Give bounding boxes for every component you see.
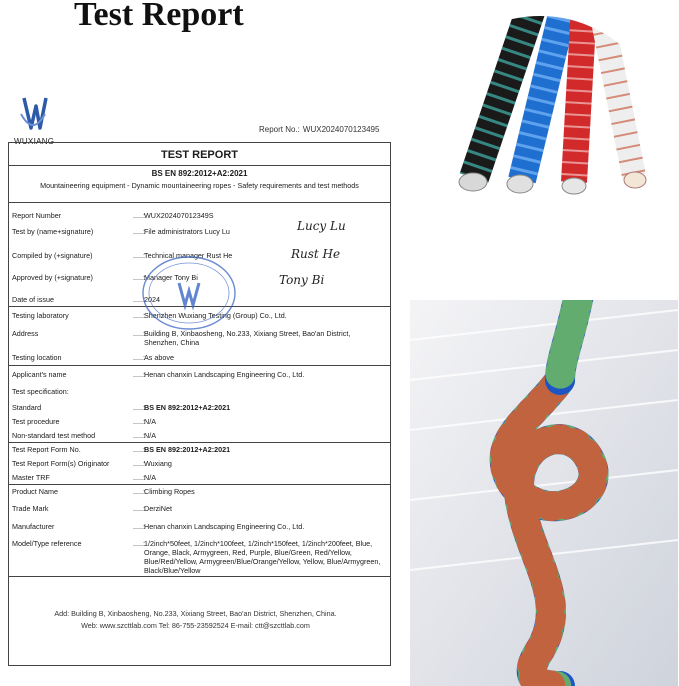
report-number-value: WUX2024070123495 [302,125,380,134]
row-value: DerziNet [144,504,172,513]
report-standard: BS EN 892:2012+A2:2021 [151,169,248,178]
row-label: Testing laboratory [12,311,69,320]
wuxiang-logo-icon [18,92,48,136]
row-dots: .....: [133,459,145,468]
row-dots: .....: [133,370,145,379]
divider [9,484,390,485]
row-value: WUX202407012349S [144,211,214,220]
footer-contact: Web: www.szcttlab.com Tel: 86-755-23592524 E-mail: ctt@szcttlab.com [81,621,310,630]
footer-address: Add: Building B, Xinbaosheng, No.233, Xixiang Street, Bao'an District, Shenzhen, China. [54,609,337,618]
row-value: As above [144,353,174,362]
row-label: Non-standard test method [12,431,96,440]
row-value: BS EN 892:2012+A2:2021 [144,445,231,454]
row-dots: .....: [133,311,145,320]
row-value: BS EN 892:2012+A2:2021 [144,403,231,412]
report-number-line [256,125,379,134]
row-label: Applicant's name [12,370,67,379]
rope-ends-photo [414,16,666,268]
divider [9,576,390,577]
row-dots: .....: [133,251,145,260]
row-value: 1/2inch*50feet, 1/2inch*100feet, 1/2inch*150feet, 1/2inch*200feet, Blue, Orange, Black, Armygreen, Red, Purple, Blue/Green, Red/Yellow, Blue/Red/Yellow, Armygreen/Blue/Orange/Yellow, Yellow, Blue/Armygreen, Black/Blue/Yellow [144,539,381,575]
row-dots: .....: [133,403,145,412]
row-label: Testing location [12,353,62,362]
row-label: Test Report Form(s) Originator [12,459,110,468]
row-dots: .....: [133,273,145,282]
divider [9,202,390,203]
row-dots: .....: [133,353,145,362]
report-footer [4,608,387,632]
row-value: File administrators Lucy Lu [144,227,230,236]
row-value: N/A [144,473,156,482]
divider [9,442,390,443]
row-dots: .....: [133,473,145,482]
signature-compiled-by: Rust He [291,247,341,261]
signature-approved-by: Tony Bi [279,273,325,287]
test-report-document [4,86,404,686]
row-value: Henan chanxin Landscaping Engineering Co., Ltd. [144,522,305,531]
row-value: Technical manager Rust He [144,251,233,260]
report-table [8,142,391,666]
row-label: Approved by (+signature) [12,273,93,282]
row-label: Manufacturer [12,522,55,531]
row-label: Test Report Form No. [12,445,81,454]
approval-stamp-icon [141,253,237,333]
row-label: Trade Mark [12,504,49,513]
row-value: Shenzhen Wuxiang Testing (Group) Co., Ltd. [144,311,287,320]
row-value: Climbing Ropes [144,487,195,496]
divider [9,365,390,366]
row-dots: .....: [133,417,145,426]
row-dots: .....: [133,487,145,496]
report-title: TEST REPORT [160,149,238,161]
row-label: Date of issue [12,295,54,304]
signature-test-by: Lucy Lu [297,219,346,233]
row-dots: .....: [133,445,145,454]
divider [9,165,390,166]
row-label: Test by (name+signature) [12,227,94,236]
row-value: Henan chanxin Landscaping Engineering Co., Ltd. [144,370,305,379]
row-dots: .....: [133,329,145,338]
row-label: Product Name [12,487,58,496]
row-dots: .....: [133,522,145,531]
report-number-label: Report No.: [259,125,300,134]
row-label: Compiled by (+signature) [12,251,93,260]
row-label: Master TRF [12,473,50,482]
figure-eight-knot-photo [410,300,678,686]
row-dots: .....: [133,504,145,513]
row-value: N/A [144,417,156,426]
report-subtitle: Mountaineering equipment - Dynamic mountaineering ropes - Safety requirements and test methods [40,181,359,190]
row-dots: .....: [133,539,145,548]
row-label: Report Number [12,211,62,220]
row-label: Test specification: [12,387,69,396]
row-label: Model/Type reference [12,539,82,548]
row-label: Standard [12,403,42,412]
row-label: Address [12,329,39,338]
row-dots: .....: [133,227,145,236]
row-dots: .....: [133,211,145,220]
page-title: Test Report [74,0,244,33]
row-label: Test procedure [12,417,60,426]
row-value: N/A [144,431,156,440]
row-value: Building B, Xinbaosheng, No.233, Xixiang Street, Bao'an District, Shenzhen, China [144,329,351,347]
row-value: Manager Tony Bi [144,273,198,282]
row-value: Wuxiang [144,459,172,468]
row-dots: .....: [133,295,145,304]
row-value: 2024 [144,295,160,304]
row-dots: .....: [133,431,145,440]
logo-name: WUXIANG [14,137,55,146]
